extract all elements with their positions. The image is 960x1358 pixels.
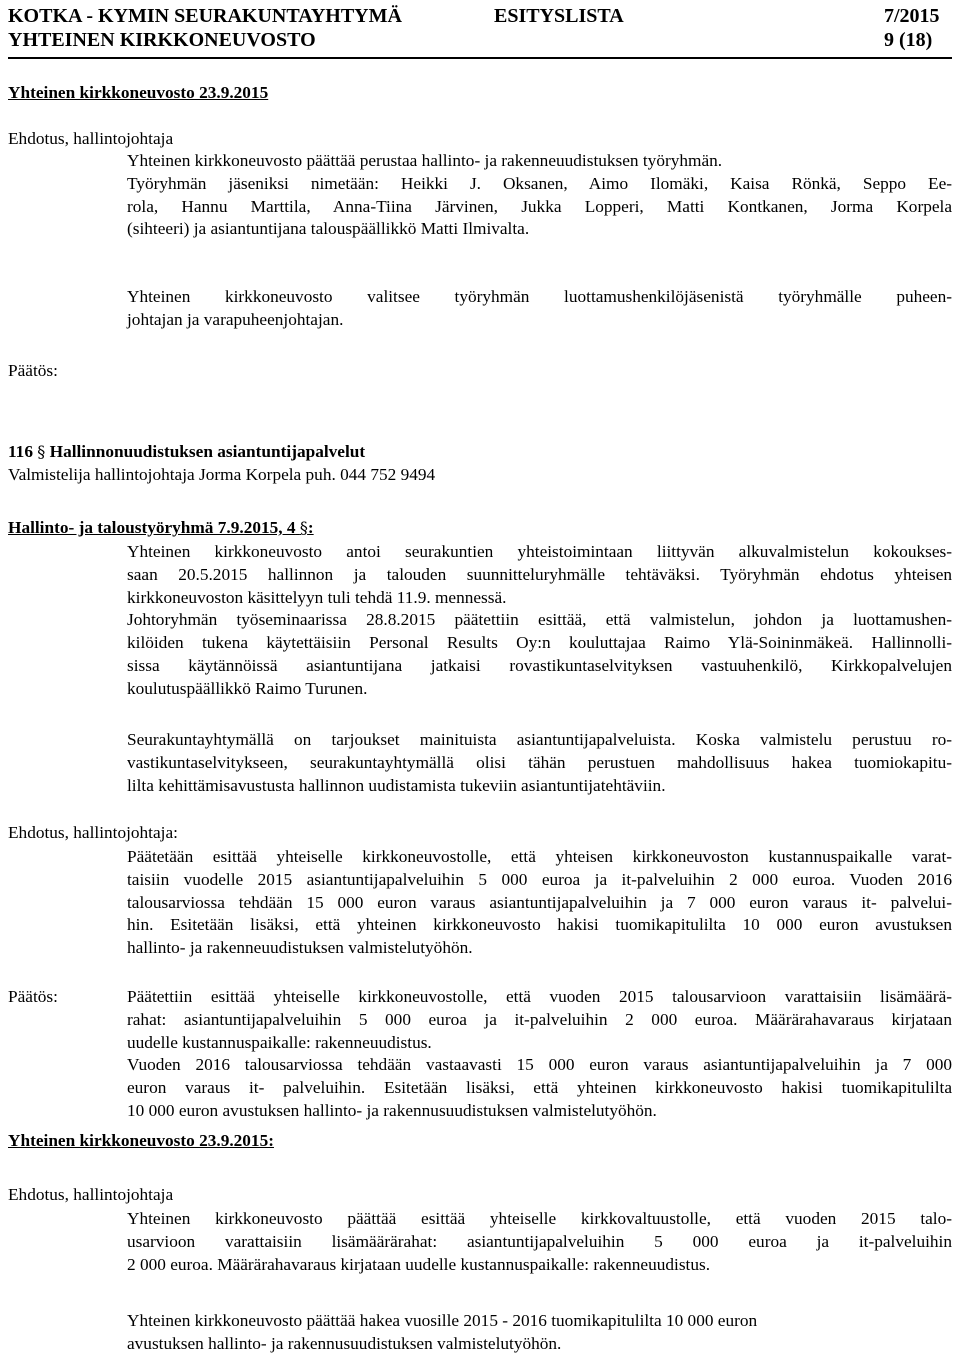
text-line: rahat: asiantuntijapalveluihin 5 000 euroa ja it-palveluihin 2 000 euroa. Määrärahavaraus kirjataan [127, 1009, 952, 1029]
proposal-label-1: Ehdotus, hallintojohtaja [8, 129, 174, 148]
text-line: hin. Esitetään lisäksi, että yhteinen kirkkoneuvosto hakisi tuomikapitulilta 10 000 euron avustuksen [127, 915, 952, 935]
page-number: 9 (18) [884, 29, 933, 51]
section-title [8, 441, 365, 463]
text-line: lilta kehittämisavustusta hallinnon uudistamista tukeviin asiantuntijatehtäviin. [127, 775, 666, 795]
meeting-heading-2: Yhteinen kirkkoneuvosto 23.9.2015: [8, 1131, 274, 1150]
text-line: vastikuntaselvitykseen, seurakuntayhtymällä olisi tähän perustuen mahdollisuus hakea tuomiokapitu- [127, 752, 952, 772]
text-line: Yhteinen kirkkoneuvosto antoi seurakuntien yhteistoimintaan liittyvän alkuvalmistelun kokoukses- [127, 542, 952, 561]
working-group-meeting: Hallinto- ja taloustyöryhmä 7.9.2015, 4 [8, 518, 296, 537]
text-line: johtajan ja varapuheenjohtajan. [127, 309, 344, 329]
text-line: rola, Hannu Marttila, Anna-Tiina Järvinen, Jukka Lopperi, Matti Kontkanen, Jorma Korpela [127, 196, 952, 216]
text-line: Päätettiin esittää yhteiselle kirkkoneuvostolle, että vuoden 2015 talousarvioon varattaisiin lisämäärä- [127, 987, 952, 1006]
text-line: koulutuspäällikkö Raimo Turunen. [127, 678, 368, 698]
section-number: 116 [8, 442, 33, 461]
text-line: Yhteinen kirkkoneuvosto päättää perustaa hallinto- ja rakenneuudistuksen työryhmän. [127, 151, 723, 170]
document-number: 7/2015 [884, 5, 940, 27]
section-sign: § [299, 518, 308, 537]
proposal-paragraph-1 [127, 150, 952, 241]
section-heading: Hallinnonuudistuksen asiantuntijapalvelut [49, 442, 366, 461]
offers-paragraph [127, 729, 952, 797]
text-line: Päätetään esittää yhteiselle kirkkoneuvostolle, että yhteisen kirkkoneuvoston kustannuspaikalle varat- [127, 847, 952, 866]
text-line: Johtoryhmän työseminaarissa 28.8.2015 päätettiin esittää, että valmistelun, johdon ja luottamushen- [127, 610, 952, 630]
text-line: Seurakuntayhtymällä on tarjoukset mainituista asiantuntijapalveluista. Koska valmistelu perustuu ro- [127, 730, 952, 749]
proposal-paragraph-4 [127, 1208, 952, 1276]
text-line: sissa käytännöissä asiantuntijana jatkaisi rovastikuntaselvityksen vastuuhenkilö, Kirkkopalvelujen [127, 655, 952, 675]
proposal-label-3: Ehdotus, hallintojohtaja [8, 1185, 174, 1204]
text-line: talousarviossa tehdään 15 000 euron varaus asiantuntijapalveluihin ja 7 000 euron varaus it- palvelui- [127, 892, 952, 912]
text-line: 2 000 euroa. Määrärahavaraus kirjataan uudelle kustannuspaikalle: rakenneuudistus. [127, 1254, 711, 1274]
text-line: hallinto- ja rakenneuudistuksen valmistelutyöhön. [127, 938, 473, 958]
section-sign: § [37, 442, 46, 461]
decision-label-2: Päätös: [8, 987, 58, 1006]
header-rule [8, 57, 952, 59]
text-line: taisiin vuodelle 2015 asiantuntijapalveluihin 5 000 euroa ja it-palveluihin 2 000 euroa. Vuoden 2016 [127, 869, 952, 889]
preparer-line: Valmistelija hallintojohtaja Jorma Korpela puh. 044 752 9494 [8, 465, 436, 484]
meeting-heading-1: Yhteinen kirkkoneuvosto 23.9.2015 [8, 83, 269, 102]
text-line: usarvioon varattaisiin lisämäärärahat: asiantuntijapalveluihin 5 000 euroa ja it-palveluihin [127, 1231, 952, 1251]
decision-label-1: Päätös: [8, 361, 58, 380]
text-line: saan 20.5.2015 hallinnon ja talouden suunnitteluryhmälle tehtäväksi. Työryhmän ehdotus yhteisen [127, 564, 952, 584]
proposal-label-2: Ehdotus, hallintojohtaja: [8, 823, 178, 842]
proposal-paragraph-5 [127, 1310, 952, 1356]
proposal-paragraph-3 [127, 846, 952, 960]
text-line: Yhteinen kirkkoneuvosto valitsee työryhmän luottamushenkilöjäsenistä työryhmälle puheen- [127, 287, 952, 306]
text-line: Yhteinen kirkkoneuvosto päättää esittää yhteiselle kirkkovaltuustolle, että vuoden 2015 talo- [127, 1209, 952, 1228]
document-type: ESITYSLISTA [494, 5, 624, 27]
text-line: Vuoden 2016 talousarviossa tehdään vastaavasti 15 000 euron varaus asiantuntijapalveluihin ja 7 000 [127, 1055, 952, 1075]
text-line: kilöiden tukena käytettäisiin Personal Results Oy:n kouluttajaa Raimo Ylä-Soininmäkeä. Hallinnolli- [127, 633, 952, 653]
text-line: avustuksen hallinto- ja rakennusuudistuksen valmistelutyöhön. [127, 1333, 562, 1353]
text-line: euron varaus it- palveluihin. Esitetään lisäksi, että yhteinen kirkkoneuvosto hakisi tuomikapitulilta [127, 1078, 952, 1098]
text-line: (sihteeri) ja asiantuntijana talouspäällikkö Matti Ilmivalta. [127, 219, 530, 239]
governing-body: YHTEINEN KIRKKONEUVOSTO [8, 29, 316, 51]
decision-paragraph [127, 986, 952, 1123]
proposal-paragraph-2 [127, 286, 952, 332]
background-paragraph [127, 541, 952, 701]
heading-colon: : [307, 518, 314, 537]
text-line: Yhteinen kirkkoneuvosto päättää hakea vuosille 2015 - 2016 tuomikapitulilta 10 000 euron [127, 1311, 758, 1330]
text-line: 10 000 euron avustuksen hallinto- ja rakennusuudistuksen valmistelutyöhön. [127, 1100, 657, 1120]
working-group-heading [8, 517, 314, 539]
text-line: Työryhmän jäseniksi nimetään: Heikki J. Oksanen, Aimo Ilomäki, Kaisa Rönkä, Seppo Ee- [127, 173, 952, 193]
text-line: kirkkoneuvoston käsittelyyn tuli tehdä 11.9. mennessä. [127, 587, 507, 607]
organization-name: KOTKA - KYMIN SEURAKUNTAYHTYMÄ [8, 5, 402, 27]
text-line: uudelle kustannuspaikalle: rakenneuudistus. [127, 1032, 432, 1052]
